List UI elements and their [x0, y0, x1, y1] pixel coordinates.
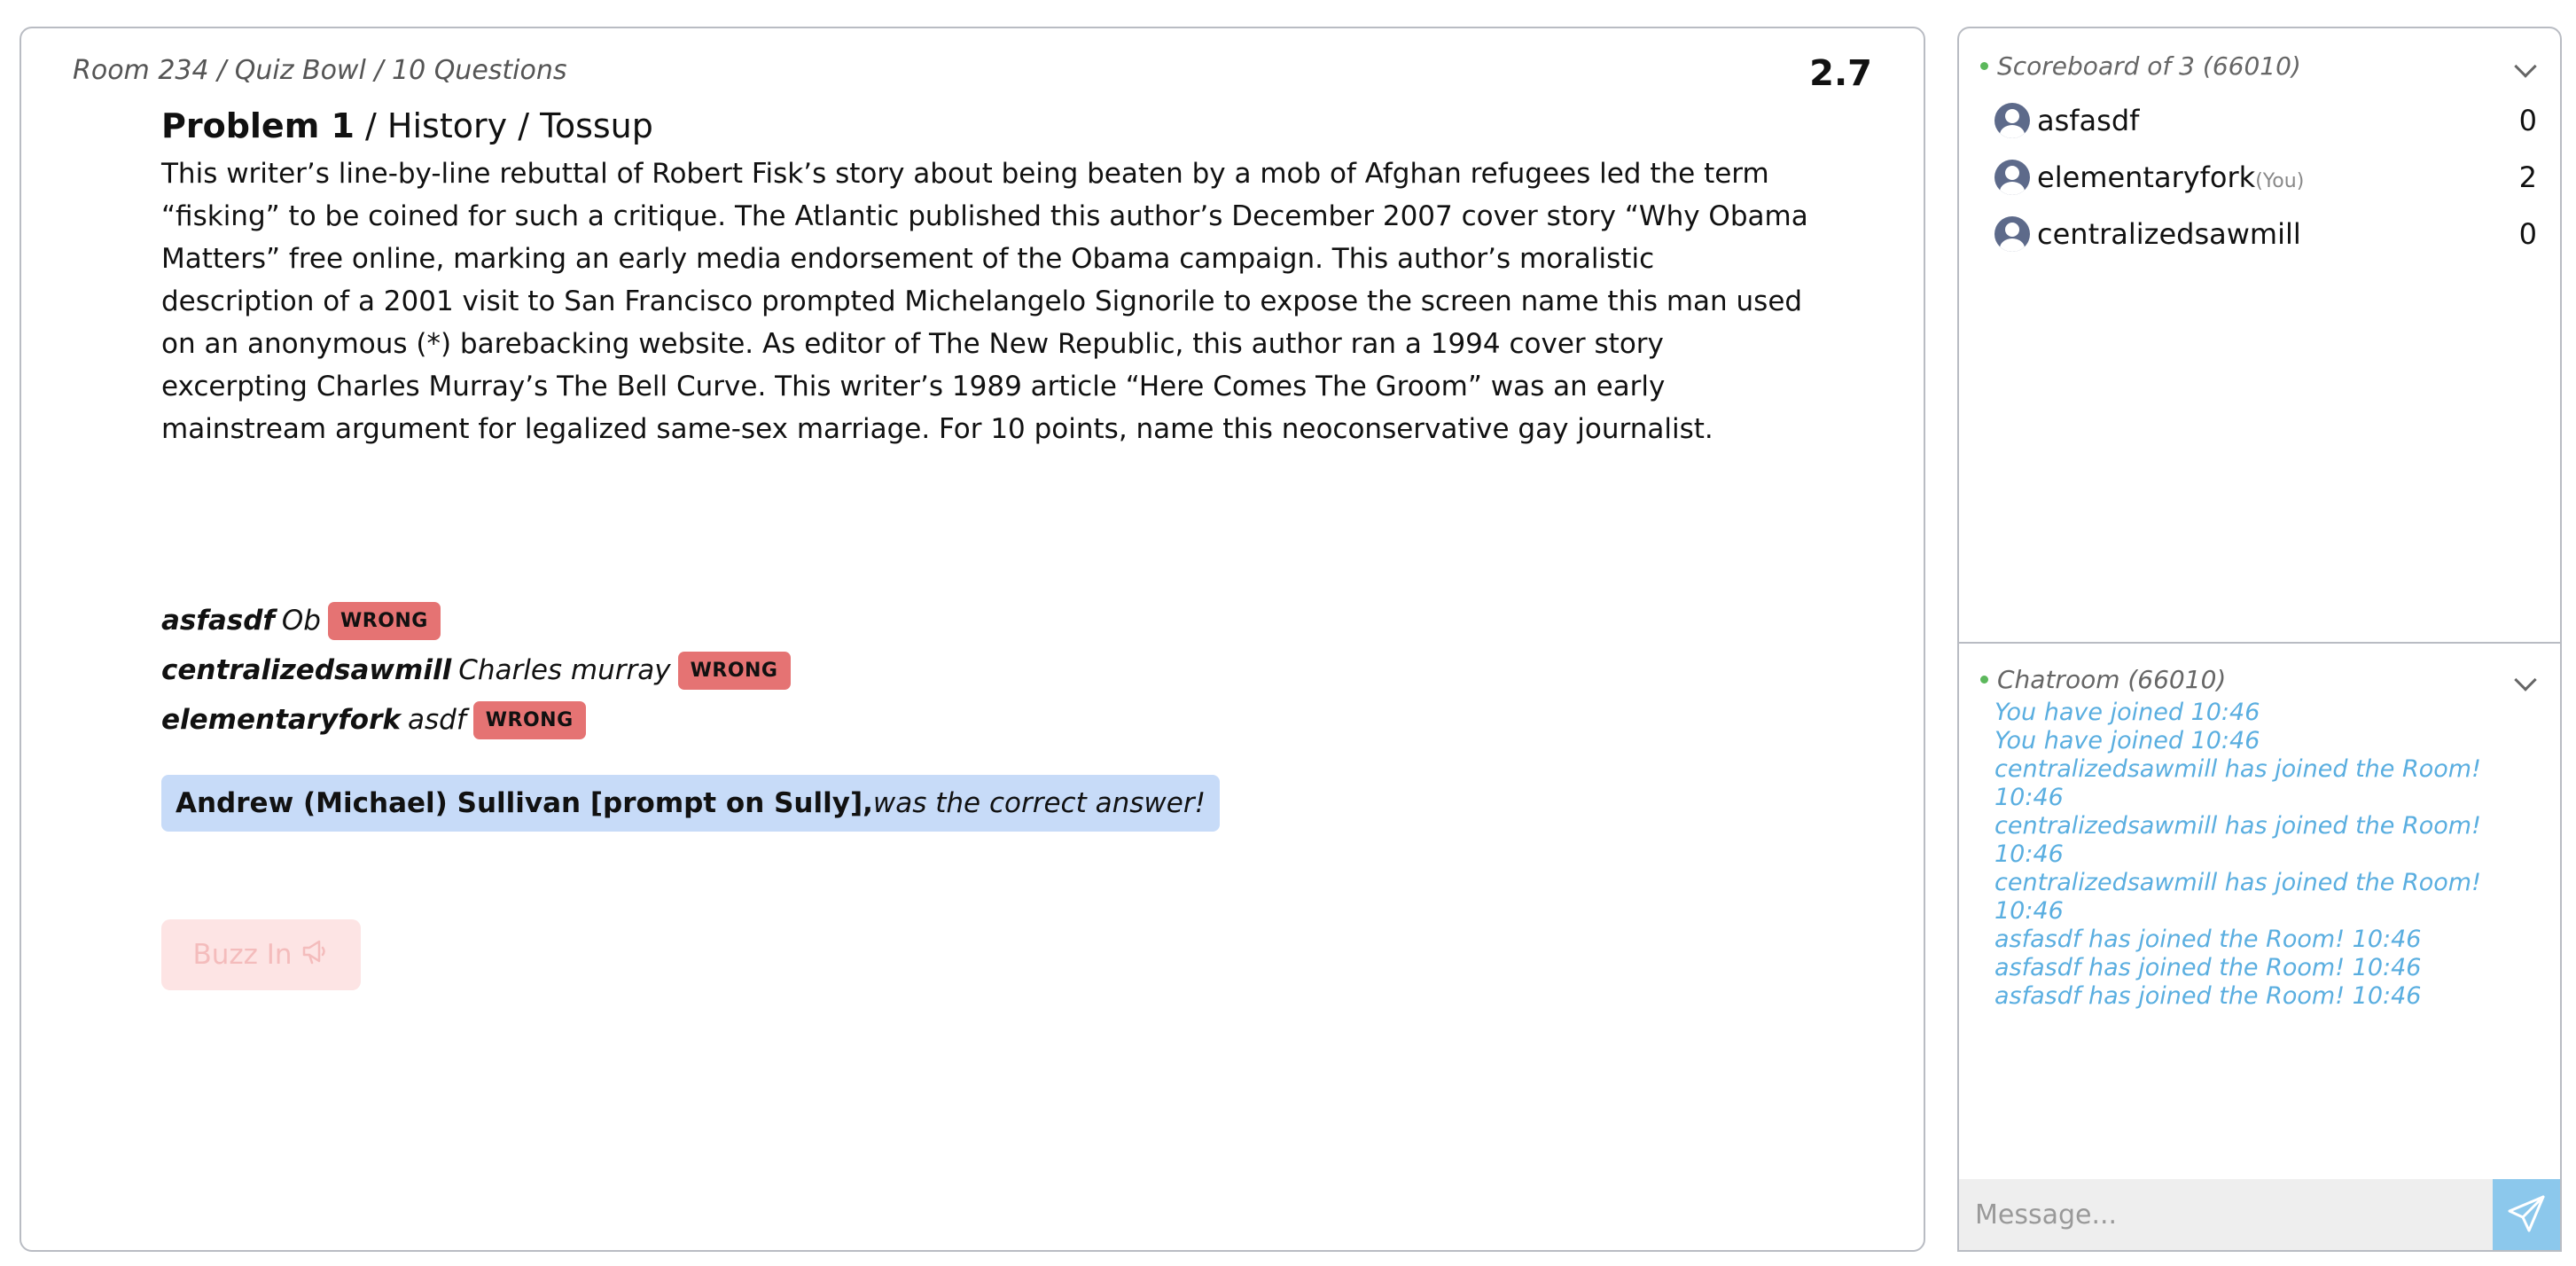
buzz-in-button[interactable] [161, 919, 361, 990]
chat-message: centralizedsawmill has joined the Room! 10:46 [1994, 755, 2481, 811]
scoreboard-title: Scoreboard of 3 (66010) [1997, 51, 2301, 81]
breadcrumb: Room 234 / Quiz Bowl / 10 Questions [73, 55, 567, 86]
player-name: asfasdf [2037, 104, 2140, 137]
user-avatar-icon [1994, 103, 2030, 138]
buzz-answer: Ob [281, 605, 321, 637]
chat-message: asfasdf has joined the Room! 10:46 [1994, 954, 2422, 981]
user-avatar-icon [1994, 216, 2030, 252]
scoreboard-header [1980, 51, 2301, 81]
sidebar-divider [1959, 642, 2560, 644]
question-panel [20, 27, 1925, 1252]
player-name: elementaryfork(You) [2037, 160, 2305, 194]
chat-message: centralizedsawmill has joined the Room! 10:46 [1994, 812, 2481, 868]
chat-message: centralizedsawmill has joined the Room! 10:46 [1994, 869, 2481, 925]
player-score: 0 [2518, 104, 2537, 137]
chevron-down-icon[interactable] [2514, 55, 2536, 77]
chat-message: You have joined 10:46 [1994, 727, 2260, 754]
online-dot-icon [1980, 62, 1988, 70]
score-row [1994, 92, 2537, 149]
player-score: 2 [2518, 160, 2537, 194]
timer: 2.7 [1809, 53, 1872, 94]
buzz-entry [161, 596, 791, 645]
problem-title [161, 106, 653, 145]
wrong-badge: WRONG [328, 602, 441, 640]
chatroom-title: Chatroom (66010) [1997, 665, 2227, 694]
chatroom-header [1980, 665, 2226, 694]
problem-meta: / History / Tossup [354, 106, 653, 145]
score-row [1994, 206, 2537, 262]
correct-answer-banner [161, 775, 1220, 832]
chat-message: You have joined 10:46 [1994, 699, 2260, 726]
buzz-entry [161, 645, 791, 695]
chat-message-input[interactable] [1959, 1179, 2494, 1250]
buzz-in-label: Buzz In [192, 939, 293, 971]
buzz-answer: asdf [408, 704, 466, 736]
you-tag: (You) [2255, 170, 2305, 192]
question-text: This writer’s line-by-line rebuttal of Robert Fisk’s story about being beaten by a mob of Afghan refugees led the term “fisking” to be coined for such a critique. The Atlantic published this author’s December 2007 cover story “Why Obama Matters” free online, marking an early media endorsement of the Obama campaign. This author’s moralistic description of a 2001 visit to San Francisco prompted Michelangelo Signorile to expose the screen name this man used on an anonymous (*) barebacking website. As editor of The New Republic, this author ran a 1994 cover story excerpting Charles Murray’s The Bell Curve. This writer’s 1989 article “Here Comes The Groom” was an early mainstream argument for legalized same-sex marriage. For 10 points, name this neoconservative gay journalist. [161, 158, 1808, 445]
chat-log [1994, 699, 2544, 1011]
buzz-user: centralizedsawmill [161, 654, 452, 686]
player-score: 0 [2518, 217, 2537, 251]
correct-answer-text: Andrew (Michael) Sullivan [prompt on Sully], [176, 787, 873, 819]
chevron-down-icon[interactable] [2514, 668, 2536, 691]
user-avatar-icon [1994, 160, 2030, 195]
wrong-badge: WRONG [473, 701, 586, 739]
buzz-user: asfasdf [161, 605, 275, 637]
score-row [1994, 149, 2537, 206]
score-list [1994, 92, 2537, 262]
megaphone-icon [301, 938, 330, 972]
problem-number: Problem 1 [161, 106, 355, 145]
buzz-list [161, 596, 791, 745]
wrong-badge: WRONG [678, 652, 791, 690]
send-button[interactable] [2493, 1179, 2560, 1250]
paper-plane-icon [2506, 1193, 2547, 1237]
online-dot-icon [1980, 676, 1988, 684]
buzz-answer: Charles murray [458, 654, 671, 686]
buzz-entry [161, 695, 791, 745]
sidebar [1957, 27, 2562, 1252]
chat-message: asfasdf has joined the Room! 10:46 [1994, 982, 2422, 1010]
player-name: centralizedsawmill [2037, 217, 2301, 251]
correct-answer-suffix: was the correct answer! [872, 787, 1206, 819]
chat-message: asfasdf has joined the Room! 10:46 [1994, 926, 2422, 953]
buzz-user: elementaryfork [161, 704, 401, 736]
